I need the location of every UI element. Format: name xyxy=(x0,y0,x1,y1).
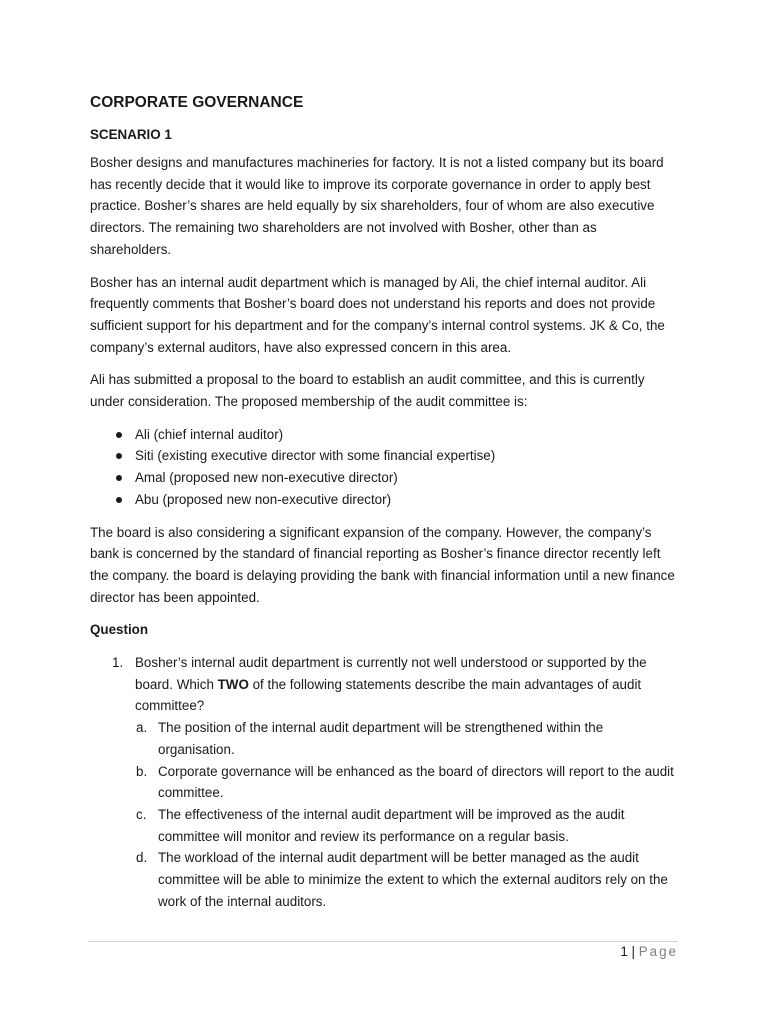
option-letter: a. xyxy=(136,720,148,736)
committee-members-list xyxy=(90,424,678,511)
list-item xyxy=(90,445,678,467)
bullet-icon xyxy=(116,475,122,481)
option-letter: d. xyxy=(136,850,148,866)
bullet-icon xyxy=(116,453,122,459)
list-item-text: Amal (proposed new non-executive director) xyxy=(135,470,398,486)
paragraph: The board is also considering a significant expansion of the company. However, the company’s bank is concerned by the standard of financial reporting as Bosher’s finance director recently left the company. the board is delaying providing the bank with financial information until a new finance director has been appointed. xyxy=(90,524,675,605)
question-emphasis: TWO xyxy=(217,676,249,692)
list-item xyxy=(90,489,678,511)
footer-divider xyxy=(88,941,678,942)
question-heading: Question xyxy=(90,622,149,638)
question-number: 1. xyxy=(112,655,124,671)
option-text: The workload of the internal audit department will be better managed as the audit committee will be able to minimize the extent to which the external auditors rely on the work of the internal auditors. xyxy=(158,850,668,909)
page-number: 1 xyxy=(620,944,628,959)
document-title: CORPORATE GOVERNANCE xyxy=(90,94,304,111)
answer-option xyxy=(135,717,678,760)
option-text: The effectiveness of the internal audit department will be improved as the audit committee will monitor and review its performance on a regular basis. xyxy=(158,806,625,844)
list-item xyxy=(90,467,678,489)
bullet-icon xyxy=(116,432,122,438)
list-item-text: Ali (chief internal auditor) xyxy=(135,426,284,442)
option-letter: b. xyxy=(136,763,148,779)
page-separator: | xyxy=(631,944,635,959)
option-letter: c. xyxy=(136,806,147,822)
paragraph: Bosher has an internal audit department which is managed by Ali, the chief internal auditor. Ali frequently comments that Bosher’s board does not understand his reports and does not provide sufficient support for his department and for the company’s internal control systems. JK & Co, the company’s external auditors, have also expressed concern in this area. xyxy=(90,274,665,355)
page-footer xyxy=(620,941,678,963)
scenario-heading: SCENARIO 1 xyxy=(90,127,172,142)
question-text xyxy=(135,655,647,713)
option-text: Corporate governance will be enhanced as the board of directors will report to the audit committee. xyxy=(158,763,674,801)
list-item-text: Abu (proposed new non-executive director) xyxy=(135,491,392,507)
paragraph: Bosher designs and manufactures machineries for factory. It is not a listed company but its board has recently decide that it would like to improve its corporate governance in order to apply best practice. Bosher’s shares are held equally by six shareholders, four of whom are also executive directors. The remaining two shareholders are not involved with Bosher, other than as shareholders. xyxy=(90,155,664,257)
answer-option xyxy=(135,847,678,912)
list-item-text: Siti (existing executive director with some financial expertise) xyxy=(135,448,496,464)
option-text: The position of the internal audit department will be strengthened within the organisation. xyxy=(158,720,604,757)
answer-option xyxy=(135,804,678,847)
question-text-before: Bosher’s internal audit department is currently not well understood or supported by the board. Which xyxy=(135,655,647,692)
answer-options xyxy=(135,717,678,912)
bullet-icon xyxy=(116,497,122,503)
question-item xyxy=(90,652,678,912)
list-item xyxy=(90,424,678,446)
page-label: Page xyxy=(638,944,678,959)
answer-option xyxy=(135,761,678,804)
document-body xyxy=(90,92,678,913)
paragraph: Ali has submitted a proposal to the board to establish an audit committee, and this is currently under consideration. The proposed membership of the audit committee is: xyxy=(90,372,645,410)
question-text-after: of the following statements describe the main advantages of audit committee? xyxy=(135,676,642,714)
question-list xyxy=(90,652,678,912)
